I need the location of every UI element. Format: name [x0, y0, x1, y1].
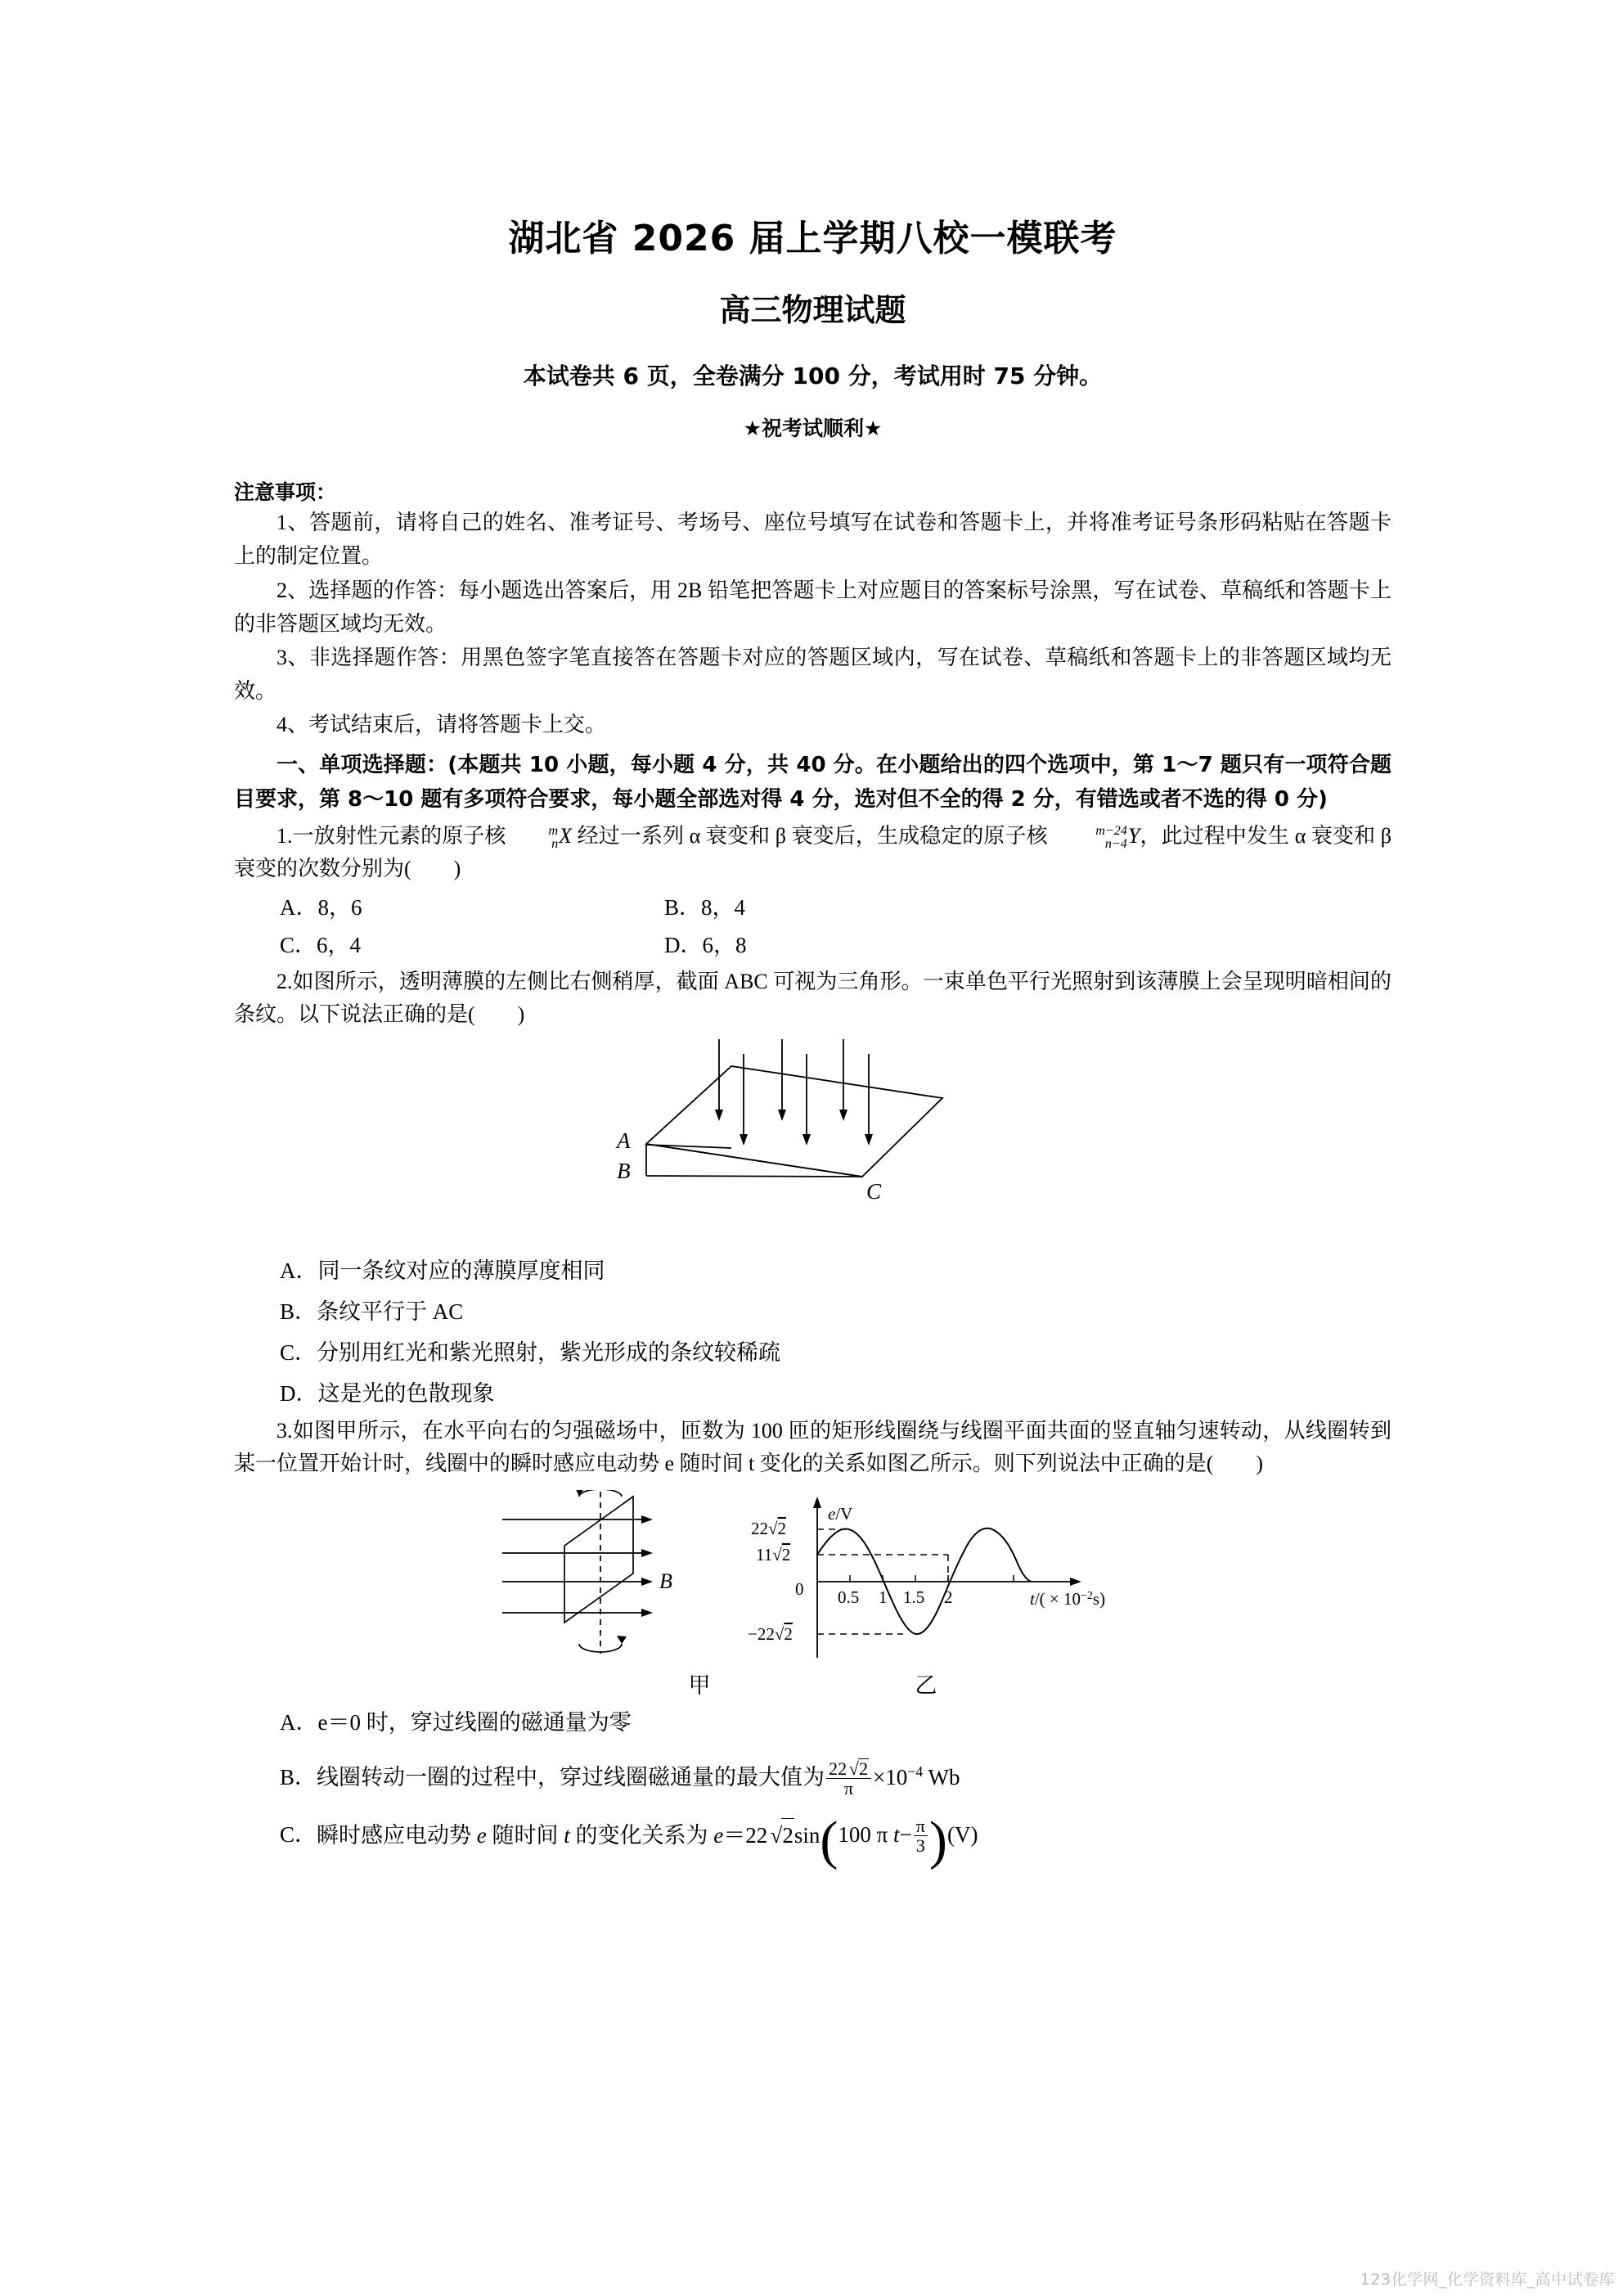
- origin-label: 0: [794, 1579, 803, 1600]
- question-1-text-a: 一放射性元素的原子核: [292, 824, 506, 849]
- film-label-c: C: [865, 1179, 881, 1204]
- question-3-figure-captions: [234, 1668, 1391, 1699]
- question-1-text-b: 经过一系列 α 衰变和 β 衰变后，生成稳定的原子核: [577, 824, 1048, 849]
- x-tick-label-1: 1: [878, 1587, 887, 1608]
- y-tick-label-bottom: −22√2: [747, 1624, 793, 1645]
- option-b-suffix: $\times 10^{-4}$ Wb: [873, 1763, 960, 1790]
- question-1-options-row-1: [234, 891, 1391, 925]
- notice-item-1: 1、答题前，请将自己的姓名、准考证号、考场号、座位号填写在试卷和答题卡上，并将准考证号条形码粘贴在答题卡上的制定位置。: [234, 511, 1391, 569]
- question-1-option-c[interactable]: C．6，4: [280, 933, 362, 958]
- question-3-option-b[interactable]: B． 线圈转动一圈的过程中，穿过线圈磁通量的最大值为 $\frac{22 √ 2}{\pi}$ $\times 10^{-4}$ Wb: [234, 1758, 1391, 1798]
- question-3-number: 3.: [276, 1418, 293, 1443]
- figure-caption-jia: 甲: [688, 1673, 711, 1699]
- x-tick-label-2: 2: [943, 1587, 952, 1608]
- option-c-text: 瞬时感应电动势 e 随时间 t 的变化关系为 e＝22 √ 2sin: [317, 1818, 820, 1853]
- option-b-denominator: π: [843, 1778, 854, 1799]
- nuclide-x: m n: [548, 824, 559, 852]
- question-3-option-c[interactable]: C． 瞬时感应电动势 e 随时间 t 的变化关系为 e＝22 √ 2sin ( 100 π t− $\frac{\pi}{3}$ ) (V): [234, 1817, 1391, 1855]
- notice-item-4: 4、考试结束后，请将答题卡上交。: [276, 712, 607, 736]
- figure-caption-yi: 乙: [915, 1673, 937, 1699]
- question-1-stem: [234, 820, 1391, 886]
- question-3-figures: [234, 1490, 1391, 1666]
- section-title-single-choice: 一、单项选择题：(本题共 10 小题，每小题 4 分，共 40 分。在小题给出的四个选项中，第 1～7 题只有一项符合题目要求，第 8～10 题有多项符合要求，每小题全部选对得 4 分，选对但不全的得 2 分，有错选或者不选的得 0 分): [234, 752, 1391, 813]
- notice-item-2: 2、选择题的作答：每小题选出答案后，用 2B 铅笔把答题卡上对应题目的答案标号涂黑，写在试卷、草稿纸和答题卡上的非答题区域均无效。: [234, 578, 1391, 636]
- y-tick-label-mid: 11√2: [755, 1545, 790, 1565]
- question-3-text: 如图甲所示，在水平向右的匀强磁场中，匝数为 100 匝的矩形线圈绕与线圈平面共面的竖直轴匀速转动，从线圈转到某一位置开始计时，线圈中的瞬时感应电动势 e 随时间 t 变化的关系如图乙所示。则下列说法中正确的是( ): [234, 1418, 1391, 1476]
- x-tick-label-0-5: 0.5: [837, 1587, 859, 1608]
- notice-heading: 注意事项：: [234, 480, 337, 505]
- question-2-option-a[interactable]: A．同一条纹对应的薄膜厚度相同: [280, 1258, 605, 1284]
- page-title: 湖北省 2026 届上学期八校一模联考: [508, 218, 1117, 259]
- x-tick-label-1-5: 1.5: [902, 1587, 924, 1608]
- page-subtitle: 高三物理试题: [719, 291, 906, 328]
- option-c-fraction: [914, 1817, 928, 1855]
- question-2-option-b[interactable]: B．条纹平行于 AC: [280, 1299, 464, 1325]
- film-label-a: A: [616, 1128, 630, 1154]
- x-axis-label: $t/( \times 10^{-2}s)$: [1029, 1589, 1105, 1609]
- y-tick-label-top: 22√2: [750, 1519, 786, 1539]
- coil-field-label-b: B: [659, 1569, 672, 1594]
- option-c-denominator: 3: [915, 1835, 925, 1856]
- emf-time-graph: [748, 1490, 1132, 1666]
- page-content: [234, 0, 1391, 1871]
- y-axis-label: e/V: [827, 1504, 852, 1524]
- option-c-unit: (V): [946, 1822, 978, 1848]
- nuclide-y: m−24 n−4: [1095, 824, 1127, 852]
- question-2-option-c[interactable]: C．分别用红光和紫光照射，紫光形成的条纹较稀疏: [280, 1340, 781, 1366]
- question-1-option-b[interactable]: B．8，4: [664, 894, 746, 920]
- site-watermark: 123化学网_化学资料库_高中试卷库: [1360, 2271, 1615, 2289]
- option-b-fraction: [826, 1758, 871, 1798]
- question-2-figure: [234, 1039, 1391, 1248]
- question-1-text-c: ，此过程中发生 α 衰变和 β 衰变的次数分别为( ): [234, 824, 1391, 881]
- question-1-option-d[interactable]: D．6，8: [664, 933, 747, 958]
- question-2-number: 2.: [276, 969, 293, 993]
- good-luck-line: ★祝考试顺利★: [743, 416, 883, 441]
- question-3-option-a[interactable]: A．e＝0 时，穿过线圈的磁通量为零: [280, 1710, 632, 1736]
- thin-film-prism-diagram: [600, 1039, 1026, 1244]
- option-c-inner: 100 π t−: [838, 1822, 912, 1848]
- rotating-coil-diagram: [494, 1490, 740, 1666]
- question-2-option-d[interactable]: D．这是光的色散现象: [280, 1380, 495, 1406]
- question-1-number: 1.: [276, 824, 293, 849]
- film-label-b: B: [616, 1159, 630, 1184]
- option-c-numerator: π: [914, 1817, 928, 1836]
- exam-meta-line: 本试卷共 6 页，全卷满分 100 分，考试用时 75 分钟。: [523, 362, 1103, 390]
- option-b-numerator: 22 √ 2: [826, 1758, 871, 1779]
- question-2-stem: [234, 966, 1391, 1032]
- question-1-options-row-2: [234, 929, 1391, 962]
- question-2-text: 如图所示，透明薄膜的左侧比右侧稍厚，截面 ABC 可视为三角形。一束单色平行光照射到该薄膜上会呈现明暗相间的条纹。以下说法正确的是( ): [234, 969, 1391, 1027]
- nuclide-x-symbol: X: [559, 824, 573, 849]
- question-1-option-a[interactable]: A．8，6: [280, 894, 362, 920]
- nuclide-y-symbol: Y: [1127, 824, 1140, 849]
- notice-item-3: 3、非选择题作答：用黑色签字笔直接答在答题卡对应的答题区域内，写在试卷、草稿纸和答题卡上的非答题区域均无效。: [234, 645, 1391, 703]
- question-3-stem: [234, 1415, 1391, 1481]
